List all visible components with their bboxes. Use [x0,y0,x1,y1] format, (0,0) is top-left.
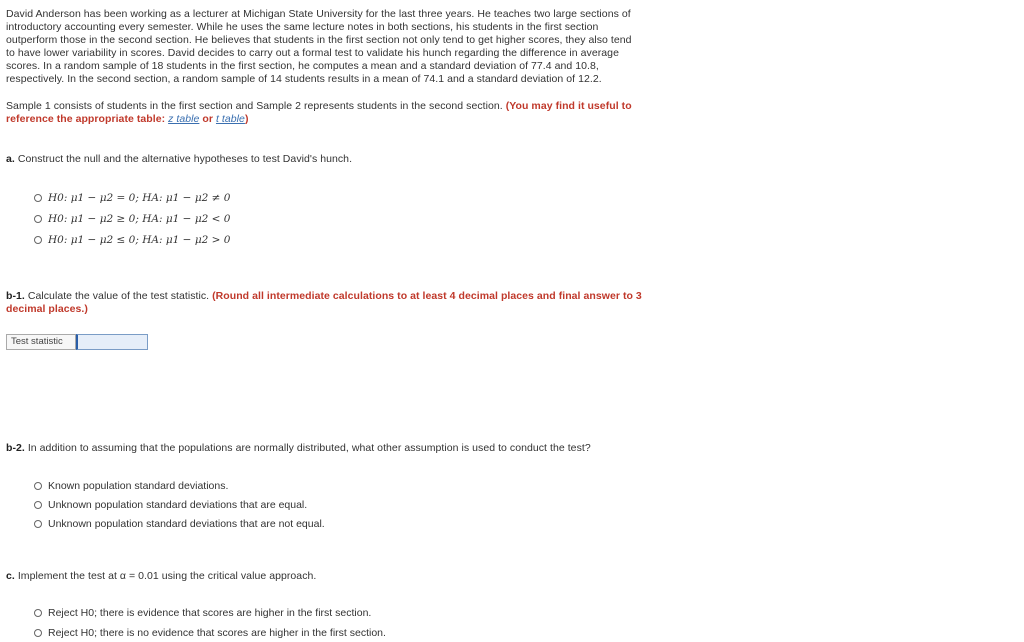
intro-line: scores. In a random sample of 18 students in the first section, he computes a mean and a standard deviation of 77.4 and 10.8, [6,60,599,72]
part-c-question [6,570,316,583]
radio-button[interactable] [34,629,42,637]
part-b2-label: b-2. [6,442,25,454]
radio-button[interactable] [34,520,42,528]
radio-button[interactable] [34,194,42,202]
radio-button[interactable] [34,215,42,223]
decision-text: Reject H0; there is no evidence that scores are higher in the first section. [48,627,386,639]
z-table-link[interactable]: z table [168,113,200,125]
radio-button[interactable] [34,501,42,509]
hypothesis-text: H0: μ1 − μ2 = 0; HA: μ1 − μ2 ≠ 0 [48,192,231,204]
part-a-question [6,153,352,166]
decision-option-2[interactable] [34,627,386,639]
assumption-option-3[interactable] [34,518,325,530]
intro-line: to have lower variability in scores. David decides to carry out a formal test to validate his hunch regarding the difference in average [6,47,619,59]
hypothesis-option-1[interactable] [34,192,230,204]
sample-note-text: Sample 1 consists of students in the first section and Sample 2 represents students in the second section. [6,100,503,112]
intro-line: introductory accounting every semester. While he uses the same lecture notes in both sections, his students in the first section [6,21,599,33]
problem-intro [6,8,632,86]
part-b1-question [6,290,642,316]
test-statistic-row [6,334,148,350]
part-a-label: a. [6,153,15,165]
intro-line: respectively. In the second section, a random sample of 14 students results in a mean of 74.1 and a standard deviation of 12.2. [6,73,602,85]
assumption-text: Unknown population standard deviations that are equal. [48,499,308,511]
close-paren: ) [244,113,249,125]
part-b2-text: In addition to assuming that the populations are normally distributed, what other assumption is used to conduct the test? [27,442,591,454]
assumption-option-1[interactable] [34,480,228,492]
hypothesis-text: H0: μ1 − μ2 ≤ 0; HA: μ1 − μ2 > 0 [48,234,231,246]
part-a-text: Construct the null and the alternative hypotheses to test David's hunch. [17,153,353,165]
rounding-instruction: (Round all intermediate calculations to at least 4 decimal places and final answer to 3 [212,290,642,302]
sample-note [6,100,632,126]
intro-line: David Anderson has been working as a lecturer at Michigan State University for the last three years. He teaches two large sections of [6,8,631,20]
t-table-link[interactable]: t table [215,113,245,125]
decision-text: Reject H0; there is evidence that scores are higher in the first section. [48,607,372,619]
radio-button[interactable] [34,236,42,244]
assumption-text: Unknown population standard deviations that are not equal. [48,518,325,530]
table-hint: (You may find it useful to [505,100,632,112]
test-statistic-label: Test statistic [6,334,76,350]
decision-option-1[interactable] [34,607,371,619]
part-b2-question [6,442,591,455]
rounding-instruction-line2: decimal places.) [6,303,88,315]
radio-button[interactable] [34,482,42,490]
part-c-label: c. [6,570,15,582]
intro-line: outperform those in the second section. He believes that students in the first section not only tend to get higher scores, they also tend [6,34,632,46]
hypothesis-text: H0: μ1 − μ2 ≥ 0; HA: μ1 − μ2 < 0 [48,213,231,225]
hypothesis-option-3[interactable] [34,234,230,246]
test-statistic-input[interactable] [76,334,148,350]
assumption-option-2[interactable] [34,499,307,511]
assumption-text: Known population standard deviations. [48,480,229,492]
part-b1-label: b-1. [6,290,25,302]
or-text: or [202,113,213,125]
hypothesis-option-2[interactable] [34,213,230,225]
table-hint-line2: reference the appropriate table: [6,113,166,125]
radio-button[interactable] [34,609,42,617]
part-b1-text: Calculate the value of the test statistic. [27,290,210,302]
part-c-text: Implement the test at α = 0.01 using the critical value approach. [17,570,317,582]
